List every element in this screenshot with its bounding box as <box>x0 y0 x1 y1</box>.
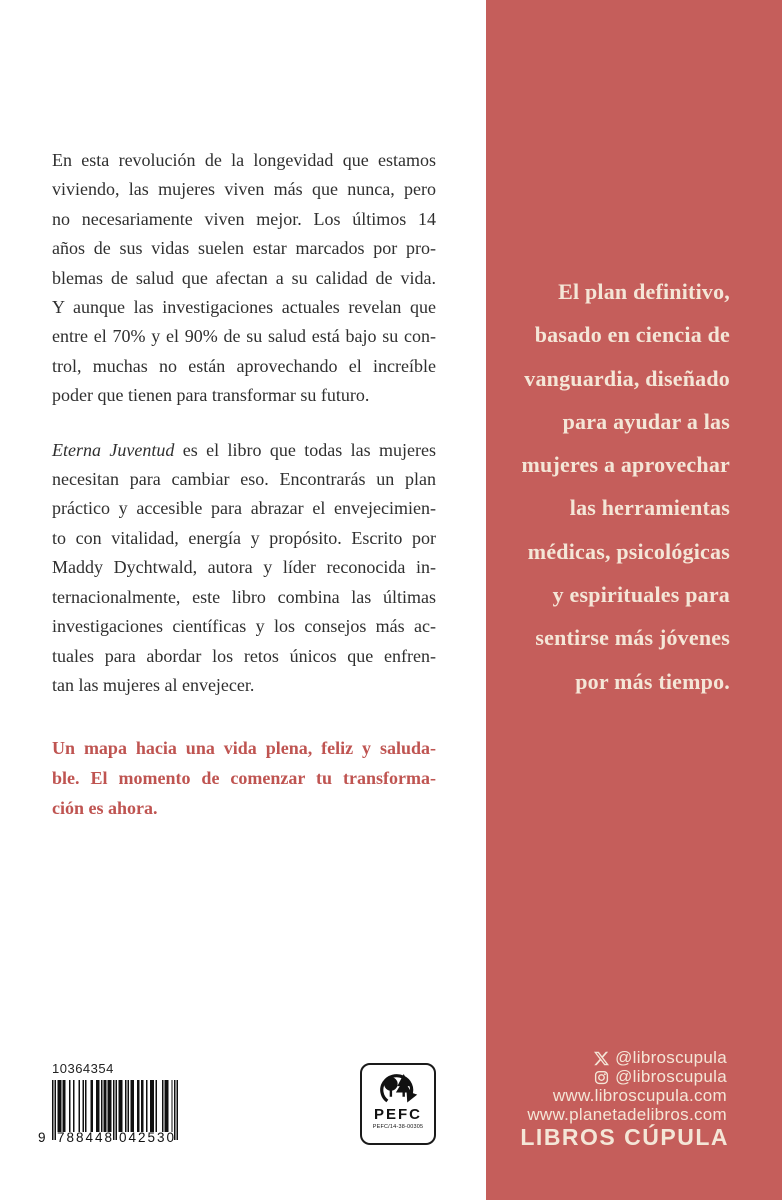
book-title-italic: Eterna Juventud <box>52 439 175 460</box>
text-line: años de sus vidas suelen estar marcados por pro- <box>52 238 436 259</box>
quote-line: para ayudar a las <box>562 408 730 434</box>
text-line: to con vitalidad, energía y propósito. Escrito por <box>52 527 436 548</box>
quote-line: sentirse más jóvenes <box>535 625 730 651</box>
ean-first-digit: 9 <box>38 1130 46 1145</box>
website-url: www.libroscupula.com <box>552 1086 727 1106</box>
text-line: viviendo, las mujeres viven más que nunca, pero <box>52 179 436 200</box>
text-line: Maddy Dychtwald, autora y líder reconocida in- <box>52 557 436 578</box>
text-span: es el libro que todas las mujeres <box>174 439 436 460</box>
text-line: necesitan para cambiar eso. Encontrarás un plan <box>52 469 436 490</box>
ean-left-group: 788448 <box>57 1130 115 1145</box>
pefc-cert-number: PEFC/14-38-00305 <box>372 1124 424 1130</box>
instagram-icon <box>594 1070 609 1085</box>
text-line: práctico y accesible para abrazar el envejecimien- <box>52 498 436 519</box>
text-line: Y aunque las investigaciones actuales revelan que <box>52 297 436 318</box>
back-cover-copy <box>52 146 436 823</box>
quote-line: vanguardia, diseñado <box>524 365 730 391</box>
instagram-handle: @libroscupula <box>615 1067 727 1087</box>
barcode <box>38 1061 178 1146</box>
text-line: Un mapa hacia una vida plena, feliz y saluda- <box>52 738 436 759</box>
text-line: blemas de salud que afectan a su calidad de vida. <box>52 267 436 288</box>
quote-line: y espirituales para <box>552 582 730 608</box>
text-line <box>52 436 436 465</box>
social-links <box>527 1049 727 1125</box>
paragraph-highlight <box>52 733 436 823</box>
product-code: 10364354 <box>52 1061 114 1076</box>
x-handle: @libroscupula <box>615 1048 727 1068</box>
text-line: trol, muchas no están aprovechando el increíble <box>52 355 436 376</box>
text-line: tan las mujeres al envejecer. <box>52 674 255 695</box>
text-line: ternacionalmente, este libro combina las últimas <box>52 586 436 607</box>
text-line: ble. El momento de comenzar tu transforma- <box>52 768 436 789</box>
pefc-logo <box>360 1063 436 1145</box>
website-url: www.planetadelibros.com <box>527 1105 727 1125</box>
pefc-trees-icon <box>375 1069 421 1106</box>
website-row <box>527 1087 727 1106</box>
text-line: ción es ahora. <box>52 798 158 819</box>
x-handle-row <box>527 1049 727 1068</box>
publisher-logo: LIBROS CÚPULA <box>520 1124 729 1150</box>
text-line: tuales para abordar los retos únicos que enfren- <box>52 645 436 666</box>
panel-quote <box>486 270 730 703</box>
quote-line: las herramientas <box>569 495 730 521</box>
quote-line: mujeres a aprovechar <box>521 452 730 478</box>
pefc-label: PEFC <box>373 1106 422 1123</box>
text-line: entre el 70% y el 90% de su salud está bajo su con- <box>52 326 436 347</box>
quote-line: basado en ciencia de <box>534 322 730 348</box>
text-line: En esta revolución de la longevidad que estamos <box>52 150 436 170</box>
x-icon <box>594 1051 609 1066</box>
quote-line: El plan definitivo, <box>558 279 730 304</box>
paragraph-intro <box>52 146 436 411</box>
instagram-handle-row <box>527 1068 727 1087</box>
text-line: no necesariamente viven mejor. Los últimos 14 <box>52 208 436 229</box>
website-row <box>527 1106 727 1125</box>
ean-right-group: 042530 <box>119 1130 177 1145</box>
paragraph-book <box>52 436 436 701</box>
text-line: poder que tienen para transformar su futuro. <box>52 385 370 406</box>
quote-line: médicas, psicológicas <box>527 538 730 564</box>
quote-line: por más tiempo. <box>575 668 730 694</box>
barcode-digits <box>38 1130 178 1146</box>
ean13-barcode <box>38 1080 178 1146</box>
text-line: investigaciones científicas y los consejos más ac- <box>52 616 436 637</box>
